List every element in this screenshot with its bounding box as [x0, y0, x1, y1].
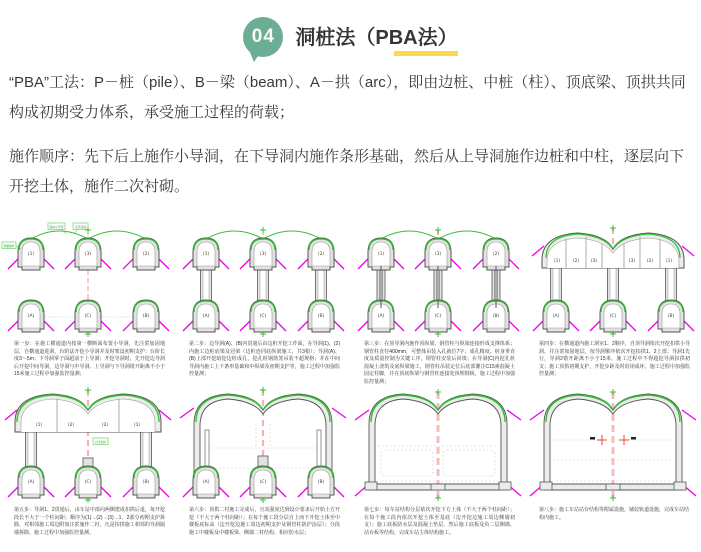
step-3-panel — [350, 222, 525, 384]
step-5-diagram — [1, 384, 175, 506]
step6-label-B: (B) — [317, 480, 324, 485]
step-3-caption: 第三步：在顶导洞内施作顶纵梁，钢管柱与纵梁连接形成支撑体系；钢管柱直径400mm，可整体吊装入孔就位7字；成孔精度、桩身垂直度及质量控制为关键工序，钢管柱安装后回填；在导洞(C)内挖孔桩混凝土浇筑及底纵梁施工，钢管柱吊装定位后底部灌注C15素混凝土固定柱脚，并在顶底纵梁与钢管柱连接处预埋钢板，施工过程中加强监控量测； — [364, 341, 515, 384]
step5-comp-4: (1) — [133, 423, 140, 428]
step-6-caption: 第六步：顶拱二衬施工完成后，且其强度达到设计要求后开始土方开挖（不大于两个柱间距）；在每个施工段分层自上而下开挖土体至中楼板底标高（边开挖边施工周边初期支护及钢管柱防护涂层）；分段施工中楼板及中楼板梁、侧墙二衬结构、相应防水层； — [189, 507, 340, 536]
step-7-diagram — [351, 384, 525, 506]
step2-label-B: (B) — [317, 314, 324, 319]
step-6-diagram — [176, 384, 350, 506]
step-4-caption: 第四步：在横通道内施工洞室1、2顺序，自顶导洞依次开挖扣拱小导洞，并注浆加固地层，按导洞顺序依次开挖扣拱1、2上部；导洞1先行，导洞2错开距离不小于15米，施工过程中不得超挖导洞扣拱初支；施工顶拱初期支护，开挖步距及时封闭成环，施工过程中加强监控量测； — [539, 341, 690, 377]
page-title — [295, 21, 457, 56]
step4-comp-4: (3) — [628, 259, 635, 264]
section-number: 04 — [251, 26, 275, 47]
step-2-diagram — [176, 222, 350, 340]
step-7-caption: 第七步：每车站结构分层依次开挖下方土体（不大于两个柱间距）；在每个施工段内依次开挖土体至基底（边开挖边施工周边侧墙初支）；施工底板防水层及混凝土垫层，然后施工底板及负二层侧墙、站台板等结构，完成车站主体结构施工。 — [364, 507, 515, 536]
step4-comp-1: (1) — [553, 259, 560, 264]
step-1-caption: 第一步：在施工横通道内按第一横断面布置小导洞，先注浆加固地层，自横通道进洞，台阶法开挖小导洞并及时架设初期支护：台阶长度3～5m；下导洞掌子面超前于上导洞；开挖导洞时，先开挖边导洞后开挖中间导洞，边导洞与中导洞、上导洞与下导洞错开距离不小于15米施工过程中加强监控量测； — [14, 341, 165, 377]
step2-label-2: (2) — [317, 252, 324, 257]
step-1-diagram — [1, 222, 175, 340]
section-header — [0, 12, 701, 64]
step-3-diagram — [351, 222, 525, 340]
step3-label-2: (2) — [492, 252, 499, 257]
step-4-diagram — [526, 222, 700, 340]
construction-steps-grid — [0, 222, 701, 552]
step4-label-C: (C) — [609, 314, 616, 319]
step2-label-A: (A) — [202, 314, 209, 319]
step4-comp-5: (2) — [646, 259, 653, 264]
step-2-panel — [175, 222, 350, 384]
step-8-panel — [525, 384, 700, 552]
step4-comp-6: (1) — [665, 259, 672, 264]
step6-label-C: (C) — [259, 480, 266, 485]
step-5-caption: 第五步：导洞1、2贯通后，由车站中部向两侧建成扣拱后退，每开挖段长不大于一个柱间距；顺序为(1)→(2)→(3)→1、2部分初期支护拆除，对相邻施工周边附加注浆施作二衬，凡是扣拱施工相邻的导洞隔墙拆除，施工过程中加强监控量测。 — [14, 507, 165, 536]
step1-label-C: (C) — [84, 314, 91, 319]
step-6-panel — [175, 384, 350, 552]
step3-label-B: (B) — [492, 314, 499, 319]
step-1-panel — [0, 222, 175, 384]
step-7-panel — [350, 384, 525, 552]
step5-tag: 初支扣拱 — [94, 439, 106, 444]
step1-annotation-tags — [2, 223, 88, 249]
step1-label-B: (B) — [142, 314, 149, 319]
step1-label-3: (3) — [84, 252, 91, 257]
paragraph-pba-definition: “PBA”工法：P－桩（pile）、B－梁（beam）、A－拱（arc），即由边桩、中桩（柱）、顶底梁、顶拱共同构成初期受力体系，承受施工过程的荷载； — [9, 74, 686, 121]
step2-label-3: (3) — [259, 252, 266, 257]
step1-label-1: (1) — [27, 252, 34, 257]
step5-comp-3: (2) — [101, 423, 108, 428]
step1-tag-2: 注浆加固 — [74, 224, 86, 229]
step5-label-B: (B) — [142, 480, 149, 485]
step-8-caption: 第八步：施工车站站台结构等附属设施，铺装轨道设施，完成车站结构内施工。 — [539, 507, 690, 521]
step3-label-C: (C) — [434, 314, 441, 319]
step3-label-3: (3) — [434, 252, 441, 257]
step-5-panel — [0, 384, 175, 552]
step4-label-A: (A) — [552, 314, 559, 319]
slide-page — [0, 12, 701, 551]
step4-comp-2: (2) — [572, 259, 579, 264]
step4-comp-3: (3) — [590, 259, 597, 264]
step4-label-B: (B) — [667, 314, 674, 319]
step2-label-C: (C) — [259, 314, 266, 319]
step1-tag-3: 锁脚锚杆 — [2, 243, 15, 248]
step1-label-A: (A) — [27, 314, 34, 319]
step5-comp-1: (1) — [35, 423, 42, 428]
title-underline — [394, 51, 458, 56]
step5-comp-2: (2) — [67, 423, 74, 428]
step3-label-A: (A) — [377, 314, 384, 319]
step1-tag-1: 超前小导管 — [49, 224, 63, 229]
step5-label-C: (C) — [84, 480, 91, 485]
section-number-bubble-icon — [243, 17, 285, 59]
step-4-panel — [525, 222, 700, 384]
step5-label-A: (A) — [27, 480, 34, 485]
step3-label-1: (1) — [377, 252, 384, 257]
step1-label-2: (2) — [142, 252, 149, 257]
paragraph-sequence: 施作顺序：先下后上施作小导洞，在下导洞内施作条形基础，然后从上导洞施作边桩和中柱，逐层向下开挖土体，施作二次衬砌。 — [9, 148, 685, 195]
step2-label-1: (1) — [202, 252, 209, 257]
step6-label-A: (A) — [202, 480, 209, 485]
step-2-caption: 第二步：边导洞(A)、(B)内贯通后由边桩开挖工作面，在导洞(1)、(2)内施工边桩底梁及冠梁（边桩连同底纵梁施工，共3根）；导洞(A)、(B)上部开挖暗挖边桩成孔，挖孔桩钢筋笼吊装不超规格；并在中间导洞内施工上下条形基础和中纵梁及初期支护等，施工过程中加强监控量测； — [189, 341, 340, 377]
step-8-diagram — [526, 384, 700, 506]
page-title-text: 洞桩法（PBA法） — [295, 26, 458, 49]
